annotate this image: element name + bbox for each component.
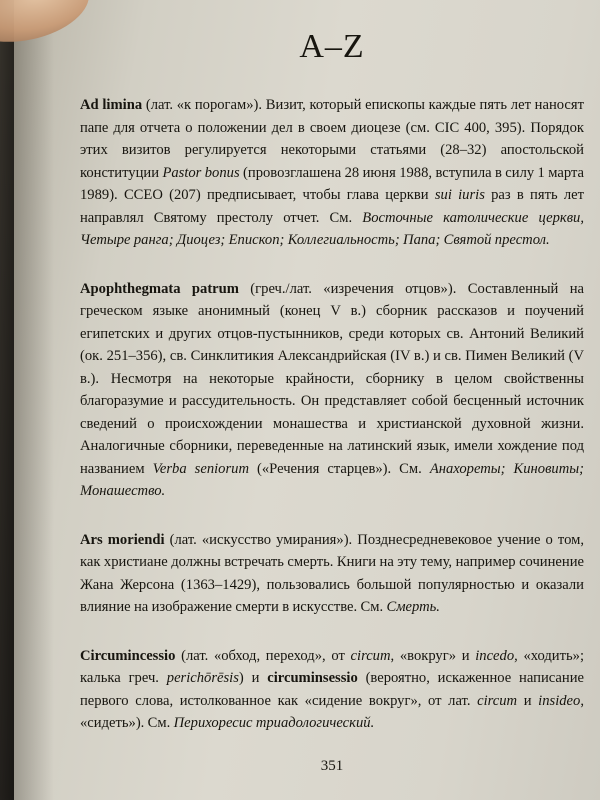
entry-headword: Ad limina bbox=[80, 97, 143, 113]
entry-headword: Ars moriendi bbox=[80, 531, 165, 548]
dictionary-entry bbox=[80, 94, 584, 252]
book-page bbox=[14, 0, 600, 800]
entry-italic-text: Восточные католические церкви, Четыре ранга; Диоцез; Епископ; Коллегиальность; Папа; Святой престол. bbox=[80, 209, 584, 248]
entry-italic-text: incedo bbox=[475, 647, 515, 664]
entry-text: , «вокруг» и bbox=[390, 647, 476, 664]
entry-italic-text: insideo bbox=[538, 692, 581, 709]
entry-headword: Apophthegmata patrum bbox=[80, 280, 239, 297]
entry-text: , «сидеть»). См. bbox=[80, 692, 584, 731]
entry-text: и bbox=[517, 692, 539, 709]
entry-italic-text: perichōrēsis bbox=[166, 670, 239, 686]
entry-headword: Circumincessio bbox=[80, 647, 176, 664]
entry-text: ) и bbox=[238, 670, 268, 686]
section-heading: A–Z bbox=[299, 28, 365, 65]
entry-text: (вероятно, искаженное написание первого слова, истолкованное как «сидение вокруг», от лат. bbox=[80, 670, 585, 709]
entry-italic-text: Verba seniorum bbox=[152, 460, 249, 477]
dictionary-entry bbox=[80, 645, 584, 735]
entry-text: (провозглашена 28 июня 1988, вступила в силу 1 марта 1989). CCEO (207) предписывает, чтобы глава церкви bbox=[80, 164, 584, 203]
entry-text: (греч./лат. «изречения отцов»). Составленный на греческом языке анонимный (конец V в.) сборник рассказов и поучений египетских и других отцов-пустынников, среди которых св. Антоний Великий (ок. 251–356), св. Синклитикия Александрийская (IV в.) и св. Пимен Великий (V в.). Несмотря на некоторые крайности, сборнику в целом свойственны благоразумие и рассудительность. Он представляет собой бесценный источник сведений о происхождении монашества и христианской духовной жизни. Аналогичные сборники, переведенные на латинский язык, имели хождение под названием bbox=[80, 280, 584, 477]
entry-italic-text: Смерть. bbox=[386, 599, 440, 615]
entry-italic-text: Анахореты; Киновиты; Монашество. bbox=[80, 460, 584, 499]
entry-italic-text: circum bbox=[350, 647, 391, 664]
page-content bbox=[80, 0, 585, 774]
entry-text: (лат. «искусство умирания»). Позднесредневековое учение о том, как христиане должны встречать смерть. Книги на эту тему, например сочинение Жана Жерсона (1363–1429), пользовались большой популярностью и оказали влияние на изображение смерти в искусстве. См. bbox=[80, 531, 584, 615]
entry-italic-text: sui iuris bbox=[434, 187, 485, 203]
entry-text: (лат. «к порогам»). Визит, который епископы каждые пять лет наносят папе для отчета о положении дел в своем диоцезе (см. CIC 400, 395). Порядок этих визитов регулируется некоторыми статьями (28–32) апостольской конституции bbox=[80, 97, 584, 181]
entry-italic-text: circum bbox=[477, 692, 518, 709]
entry-text: («Речения старцев»). См. bbox=[248, 460, 430, 477]
entry-list bbox=[80, 94, 584, 735]
entry-text: (лат. «обход, переход», от bbox=[175, 647, 351, 664]
entry-text: , «ходить»; калька греч. bbox=[80, 647, 584, 686]
entry-headword: circuminsessio bbox=[267, 670, 358, 686]
dictionary-entry bbox=[80, 529, 584, 619]
entry-text: раз в пять лет направлял Святому престолу отчет. См. bbox=[80, 187, 584, 226]
entry-italic-text: Pastor bonus bbox=[162, 164, 240, 181]
dictionary-entry bbox=[80, 278, 584, 503]
page-number: 351 bbox=[320, 758, 344, 774]
entry-italic-text: Перихоресис триадологический. bbox=[173, 715, 375, 731]
